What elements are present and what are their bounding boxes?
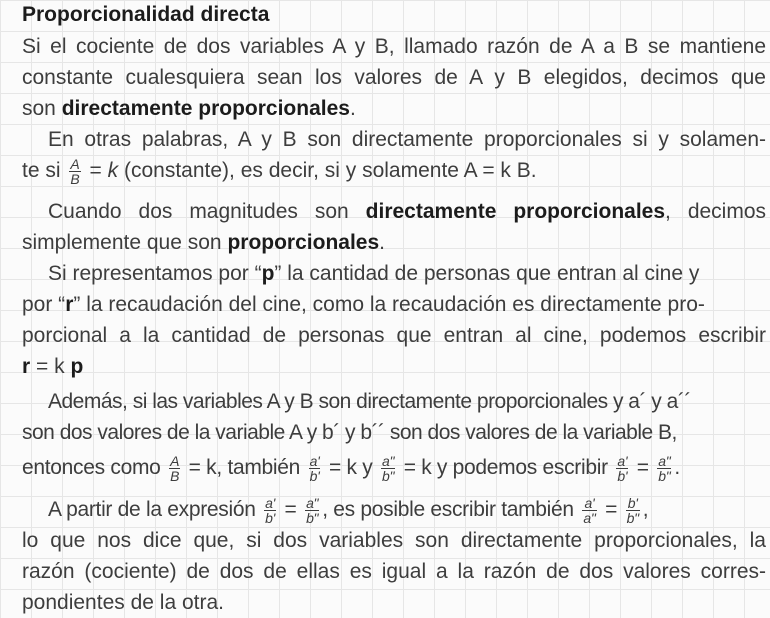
paragraph-3-line-1 — [22, 196, 766, 227]
numerator: a" — [382, 452, 395, 469]
fraction-a2-over-b2 — [381, 454, 395, 483]
numerator: a' — [265, 494, 275, 511]
text: ” la cantidad de personas que entran al cine y — [274, 262, 700, 285]
paragraph-5-line-2: son dos valores de la variable A y b´ y b´´ son dos valores de la variable B, — [22, 421, 677, 444]
paragraph-2-line-2 — [22, 155, 766, 186]
text: ” la recaudación del cine, como la recaudación es directamente pro- — [73, 293, 705, 316]
equals-sign: = — [605, 498, 618, 521]
numerator: a' — [309, 452, 320, 469]
text: . — [349, 97, 356, 120]
denominator: b" — [626, 509, 639, 526]
constant-k: k — [107, 159, 119, 182]
denominator: b" — [658, 467, 671, 484]
paragraph-4-line-2 — [22, 289, 766, 320]
numerator: A — [70, 155, 80, 172]
fraction-a1-over-a2 — [582, 496, 596, 525]
text: A partir de la expresión — [48, 498, 256, 521]
equals-sign: = — [284, 498, 297, 521]
bold-term: proporcionales — [227, 231, 380, 254]
fraction-b1-over-b2 — [626, 496, 640, 525]
text: = k y podemos escribir — [403, 456, 608, 479]
paragraph-6-line-1 — [22, 490, 766, 530]
fraction-a-over-b — [69, 157, 80, 186]
numerator: a" — [306, 494, 319, 511]
denominator: b' — [617, 467, 628, 484]
numerator: b' — [626, 496, 640, 511]
text: Cuando dos magnitudes son — [48, 200, 366, 223]
text: = k, también — [188, 456, 301, 479]
bold-variable: p — [70, 355, 84, 378]
text: = k y — [329, 456, 373, 479]
text: son — [22, 97, 62, 120]
fraction-a2-over-b2 — [305, 496, 319, 525]
paragraph-6-line-2: lo que nos dice que, si dos variables son directamente proporcionales, la — [22, 529, 766, 552]
denominator: b" — [382, 467, 395, 484]
denominator: B — [170, 467, 180, 484]
paragraph-6-line-3: razón (cociente) de dos de ellas es igual a la razón de dos valores corres- — [22, 560, 766, 583]
paragraph-4-line-3: porcional a la cantidad de personas que entran al cine, podemos escribir — [22, 324, 766, 347]
paragraph-4-line-4 — [22, 351, 766, 382]
fraction-a2-over-b2 — [657, 454, 671, 483]
bold-variable: p — [261, 262, 275, 285]
denominator: B — [70, 170, 80, 186]
text: . — [379, 231, 385, 254]
equals-sign: = — [636, 456, 649, 479]
paragraph-1-line-1: Si el cociente de dos variables A y B, llamado razón de A a B se mantiene — [22, 35, 766, 58]
numerator: a' — [582, 496, 596, 511]
numerator: A — [170, 452, 180, 469]
bold-variable: r — [65, 293, 74, 316]
fraction-a1-over-b1 — [309, 454, 321, 483]
paragraph-3-line-2 — [22, 227, 766, 258]
text: = k — [30, 355, 71, 378]
bold-term: directamente proporcionales — [61, 97, 350, 120]
text: Si representamos por “ — [48, 262, 262, 285]
paragraph-1-line-3 — [22, 93, 766, 124]
denominator: b' — [265, 509, 275, 526]
text: simplemente que son — [22, 231, 228, 254]
text: , decimos — [665, 200, 766, 223]
paragraph-6-line-4: pondientes de la otra. — [22, 591, 224, 614]
section-title: Proporcionalidad directa — [22, 3, 270, 26]
numerator: a' — [617, 452, 628, 469]
numerator: a" — [658, 452, 671, 469]
bold-variable: r — [22, 355, 31, 378]
text: , es posible escribir también — [322, 498, 574, 521]
text: te si — [22, 159, 61, 182]
text: = — [89, 159, 108, 182]
bold-term: directamente proporcionales — [365, 200, 666, 223]
fraction-a1-over-b1 — [264, 496, 276, 525]
text: (constante), es decir, si y solamente A = k B. — [118, 159, 537, 182]
denominator: a" — [583, 509, 596, 526]
text: por “ — [22, 293, 66, 316]
fraction-a1-over-b1 — [616, 454, 628, 483]
text: entonces como — [22, 456, 161, 479]
denominator: b" — [306, 509, 319, 526]
paragraph-5-line-3 — [22, 448, 766, 488]
fraction-a-over-b — [169, 454, 180, 483]
paragraph-5-line-1: Además, si las variables A y B son directamente proporcionales y a´ y a´´ — [48, 390, 691, 413]
paragraph-4-line-1 — [22, 258, 766, 289]
paragraph-1-line-2: constante cualesquiera sean los valores de A y B elegidos, decimos que — [22, 66, 766, 89]
denominator: b' — [309, 467, 320, 484]
text: . — [674, 456, 680, 479]
paragraph-2-line-1: En otras palabras, A y B son directamente proporcionales si y solamen- — [48, 128, 766, 151]
text: , — [642, 498, 649, 521]
